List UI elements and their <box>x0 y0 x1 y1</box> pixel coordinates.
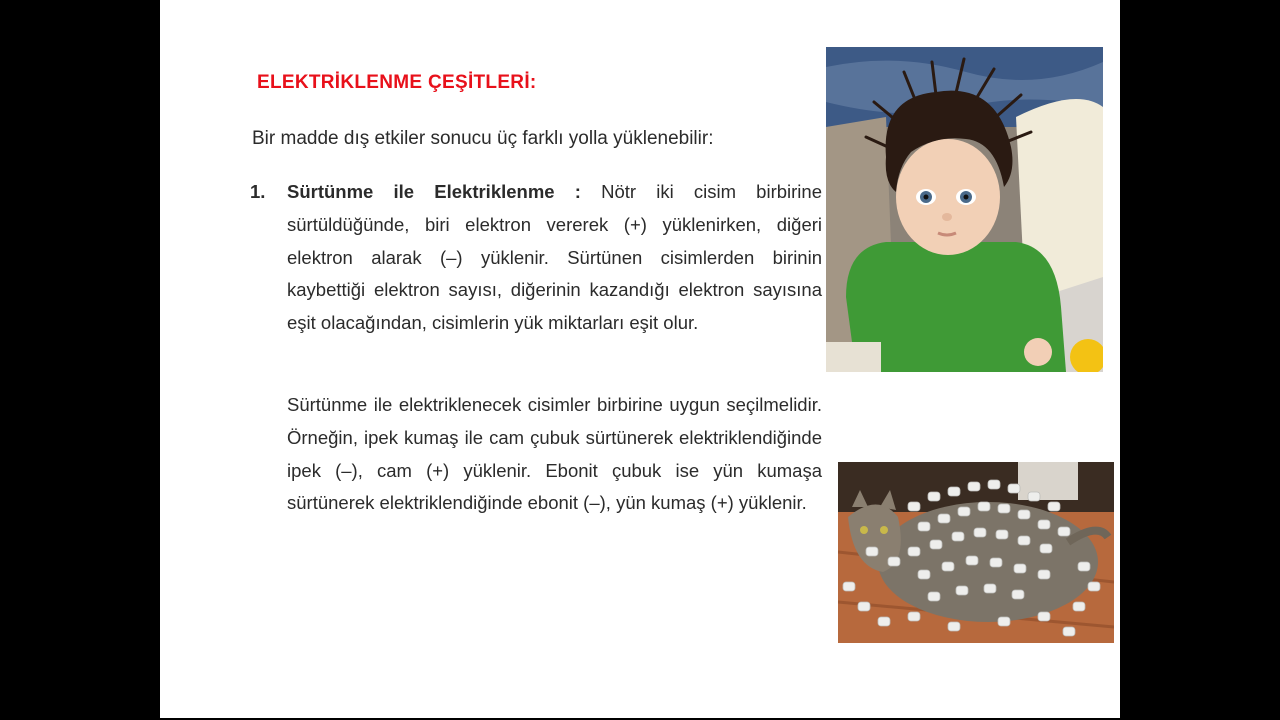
intro-text: Bir madde dış etkiler sonucu üç farklı yolla yüklenebilir: <box>252 128 714 149</box>
example-paragraph: Sürtünme ile elektriklenecek cisimler birbirine uygun seçilmelidir. Örneğin, ipek kumaş ile cam çubuk sürtünerek elektriklendiğinde ipek (–), cam (+) yüklenir. Ebonit çubuk ise yün kumaşa sürtünerek elektriklendiğinde ebonit (–), yün kumaş (+) yüklenir. <box>287 394 822 514</box>
cat-photo <box>838 462 1114 643</box>
item-number: 1. <box>250 181 266 202</box>
baby-photo <box>826 47 1103 372</box>
item-body <box>287 176 822 340</box>
item-text: Nötr iki cisim birbirine sürtüldüğünde, biri elektron vererek (+) yüklenirken, diğeri elektron alarak (–) yüklenir. Sürtünen cisimlerden birinin kaybettiği elektron sayısı, diğerinin kazandığı elektron sayısına eşit olacağından, cisimlerin yük miktarları eşit olur. <box>287 181 822 334</box>
list-item <box>250 176 822 340</box>
item-heading: Sürtünme ile Elektriklenme : <box>287 181 581 202</box>
slide <box>160 0 1120 718</box>
slide-title: ELEKTRİKLENME ÇEŞİTLERİ: <box>257 72 537 93</box>
